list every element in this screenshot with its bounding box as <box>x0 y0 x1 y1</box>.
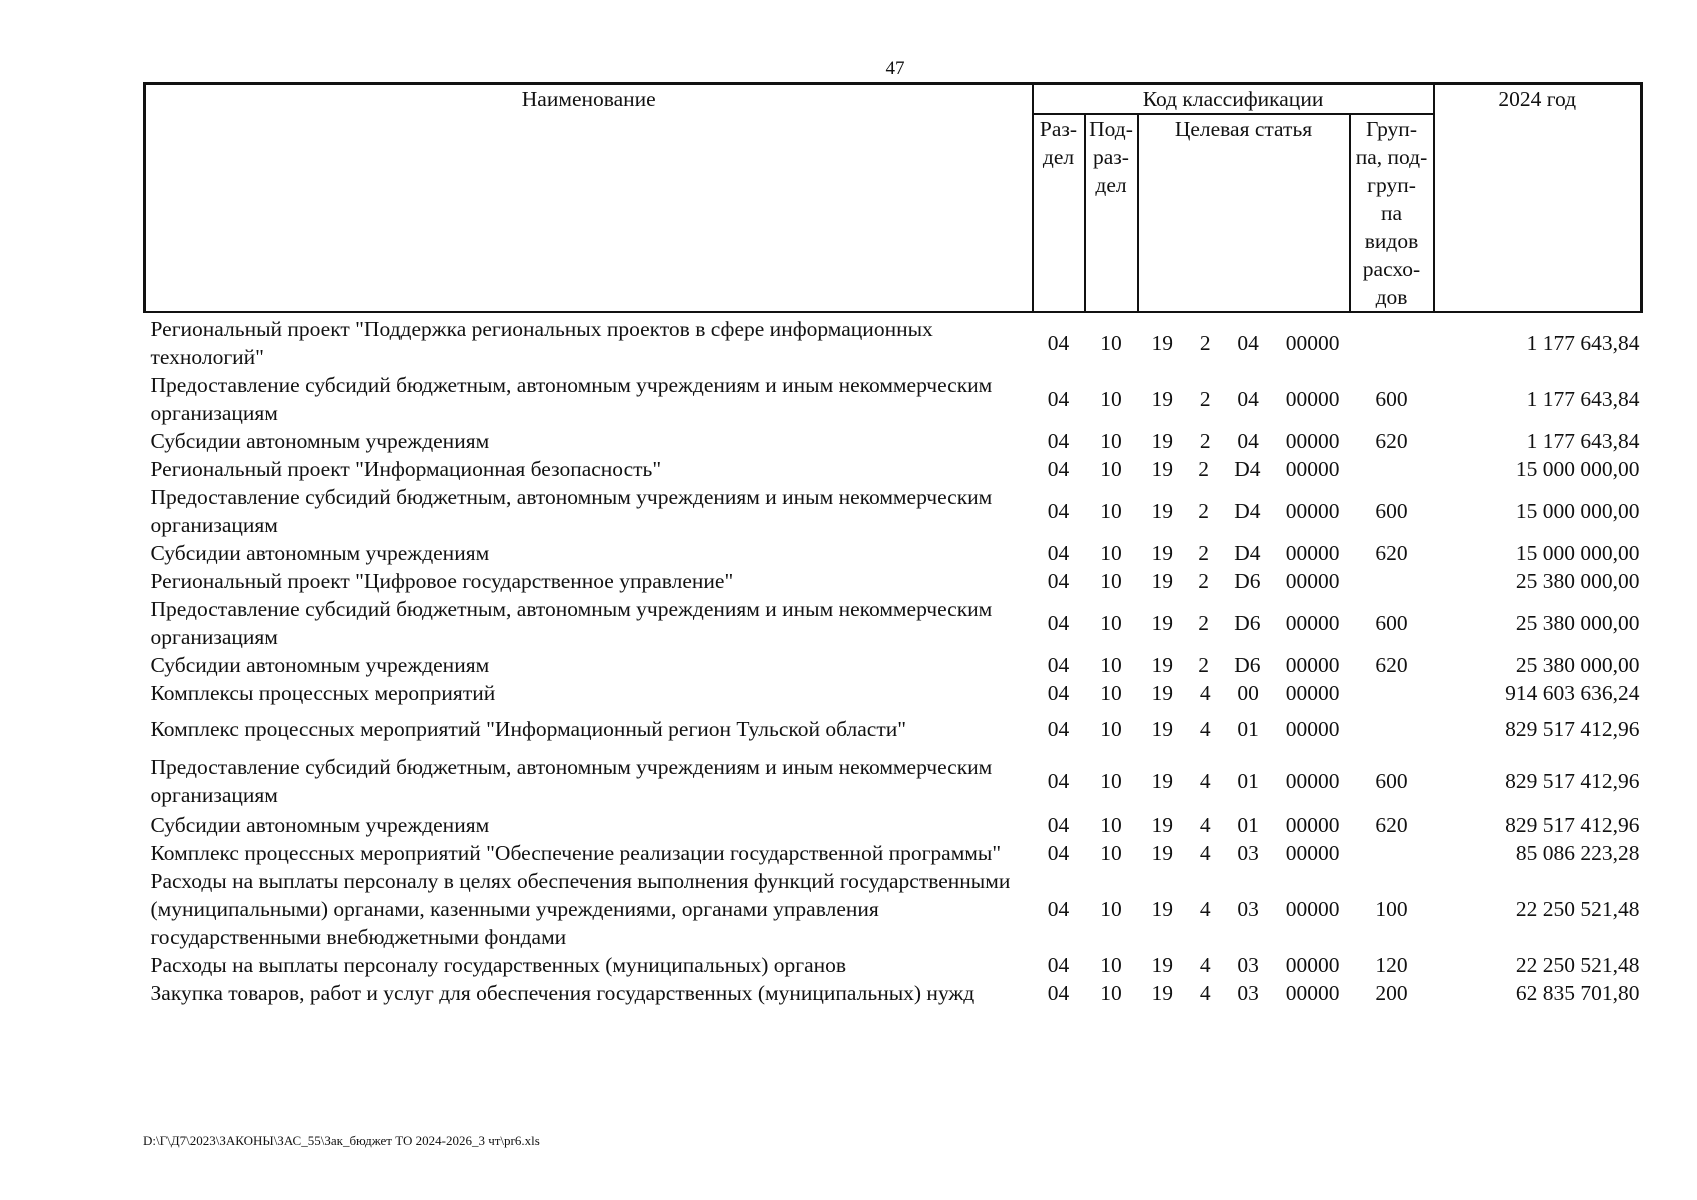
table-row <box>145 951 1642 979</box>
target-type: 2 <box>1198 569 1209 593</box>
header-classification: Код классификации <box>1033 84 1434 115</box>
row-expense-group: 200 <box>1375 981 1408 1005</box>
target-program: 19 <box>1151 457 1173 481</box>
table-row <box>145 651 1642 679</box>
row-name: Региональный проект "Информационная безопасность" <box>150 457 662 481</box>
row-amount: 22 250 521,48 <box>1515 897 1640 921</box>
target-direction: 00000 <box>1285 981 1340 1005</box>
row-target-article <box>1138 567 1350 595</box>
row-target-article <box>1138 539 1350 567</box>
table-row <box>145 455 1642 483</box>
row-amount: 85 086 223,28 <box>1515 841 1640 865</box>
row-amount: 1 177 643,84 <box>1526 429 1640 453</box>
budget-table <box>143 82 1643 1007</box>
table-row <box>145 839 1642 867</box>
target-subprogram: 04 <box>1237 429 1259 453</box>
row-subsection: 10 <box>1100 611 1122 635</box>
table-row <box>145 483 1642 539</box>
target-subprogram: 04 <box>1237 387 1259 411</box>
row-section: 04 <box>1047 387 1070 411</box>
row-name: Предоставление субсидий бюджетным, автономным учреждениям и иным некоммерческим организациям <box>150 373 993 425</box>
target-subprogram: 01 <box>1237 813 1259 837</box>
target-program: 19 <box>1151 953 1173 977</box>
row-subsection: 10 <box>1100 981 1122 1005</box>
row-subsection: 10 <box>1100 499 1122 523</box>
row-name: Субсидии автономным учреждениям <box>150 813 490 837</box>
target-program: 19 <box>1151 769 1173 793</box>
row-expense-group: 620 <box>1375 541 1408 565</box>
target-direction: 00000 <box>1285 717 1340 741</box>
row-target-article <box>1138 811 1350 839</box>
table-row <box>145 751 1642 811</box>
row-amount: 829 517 412,96 <box>1505 717 1640 741</box>
target-direction: 00000 <box>1285 681 1340 705</box>
table-row <box>145 567 1642 595</box>
row-expense-group: 120 <box>1375 953 1408 977</box>
row-target-article <box>1138 979 1350 1007</box>
target-program: 19 <box>1151 331 1173 355</box>
target-type: 4 <box>1199 897 1211 921</box>
row-expense-group <box>1350 312 1434 371</box>
target-direction: 00000 <box>1285 953 1340 977</box>
row-amount: 1 177 643,84 <box>1526 331 1640 355</box>
row-amount: 15 000 000,00 <box>1515 541 1640 565</box>
row-subsection: 10 <box>1100 457 1122 481</box>
row-section: 04 <box>1047 457 1070 481</box>
row-subsection: 10 <box>1100 813 1122 837</box>
row-target-article <box>1138 371 1350 427</box>
row-expense-group <box>1350 707 1434 751</box>
row-target-article <box>1138 951 1350 979</box>
target-type: 2 <box>1198 541 1209 565</box>
row-expense-group: 600 <box>1375 387 1408 411</box>
row-section: 04 <box>1047 953 1070 977</box>
row-section: 04 <box>1047 897 1070 921</box>
header-year: 2024 год <box>1434 84 1642 313</box>
row-section: 04 <box>1047 499 1070 523</box>
row-target-article <box>1138 751 1350 811</box>
target-type: 2 <box>1198 499 1209 523</box>
row-target-article <box>1138 651 1350 679</box>
row-amount: 25 380 000,00 <box>1515 569 1640 593</box>
target-direction: 00000 <box>1285 331 1340 355</box>
target-direction: 00000 <box>1285 387 1340 411</box>
row-amount: 62 835 701,80 <box>1515 981 1640 1005</box>
row-target-article <box>1138 595 1350 651</box>
row-section: 04 <box>1047 681 1070 705</box>
table-row <box>145 539 1642 567</box>
row-expense-group <box>1350 567 1434 595</box>
target-type: 2 <box>1199 429 1211 453</box>
row-amount: 22 250 521,48 <box>1515 953 1640 977</box>
target-program: 19 <box>1151 499 1173 523</box>
row-expense-group: 600 <box>1375 499 1408 523</box>
target-direction: 00000 <box>1285 841 1340 865</box>
row-subsection: 10 <box>1100 331 1122 355</box>
table-row <box>145 595 1642 651</box>
row-name: Предоставление субсидий бюджетным, автономным учреждениям и иным некоммерческим организациям <box>150 755 993 807</box>
row-amount: 15 000 000,00 <box>1515 499 1640 523</box>
target-subprogram: D6 <box>1234 569 1261 593</box>
target-program: 19 <box>1151 387 1173 411</box>
table-row <box>145 679 1642 707</box>
target-subprogram: 01 <box>1237 769 1259 793</box>
row-name: Субсидии автономным учреждениям <box>150 429 490 453</box>
target-direction: 00000 <box>1285 611 1340 635</box>
table-row <box>145 312 1642 371</box>
row-name: Закупка товаров, работ и услуг для обеспечения государственных (муниципальных) нужд <box>150 981 975 1005</box>
target-direction: 00000 <box>1285 457 1340 481</box>
header-name: Наименование <box>145 84 1033 313</box>
target-subprogram: 03 <box>1237 897 1259 921</box>
target-subprogram: D4 <box>1234 457 1261 481</box>
row-name: Комплексы процессных мероприятий <box>150 681 496 705</box>
row-subsection: 10 <box>1100 569 1122 593</box>
row-expense-group: 620 <box>1375 429 1408 453</box>
row-amount: 25 380 000,00 <box>1515 611 1640 635</box>
row-subsection: 10 <box>1100 769 1122 793</box>
target-program: 19 <box>1151 981 1173 1005</box>
row-name: Субсидии автономным учреждениям <box>150 653 490 677</box>
row-section: 04 <box>1047 569 1070 593</box>
file-path-footer: D:\Г\Д7\2023\ЗАКОНЫ\ЗАС_55\Зак_бюджет ТО 2024-2026_3 чт\pr6.xls <box>143 1133 540 1148</box>
target-program: 19 <box>1151 429 1173 453</box>
row-expense-group: 620 <box>1375 653 1408 677</box>
row-expense-group: 600 <box>1375 611 1408 635</box>
row-amount: 1 177 643,84 <box>1526 387 1640 411</box>
target-type: 2 <box>1198 457 1209 481</box>
row-section: 04 <box>1047 611 1070 635</box>
target-direction: 00000 <box>1285 429 1340 453</box>
row-subsection: 10 <box>1100 681 1122 705</box>
table-row <box>145 707 1642 751</box>
row-section: 04 <box>1047 717 1070 741</box>
row-expense-group: 600 <box>1375 769 1408 793</box>
row-name: Комплекс процессных мероприятий "Информационный регион Тульской области" <box>150 717 906 741</box>
target-direction: 00000 <box>1285 541 1340 565</box>
target-subprogram: 03 <box>1237 841 1259 865</box>
row-name: Субсидии автономным учреждениям <box>150 541 490 565</box>
row-subsection: 10 <box>1100 841 1122 865</box>
target-type: 4 <box>1199 981 1211 1005</box>
row-name: Региональный проект "Поддержка региональных проектов в сфере информационных технологий" <box>150 317 933 369</box>
row-name: Расходы на выплаты персоналу государственных (муниципальных) органов <box>150 953 847 977</box>
target-type: 4 <box>1199 841 1211 865</box>
row-expense-group <box>1350 679 1434 707</box>
row-expense-group: 100 <box>1375 897 1408 921</box>
row-section: 04 <box>1047 769 1070 793</box>
target-subprogram: 03 <box>1237 981 1259 1005</box>
row-amount: 15 000 000,00 <box>1515 457 1640 481</box>
target-direction: 00000 <box>1285 569 1340 593</box>
row-section: 04 <box>1047 653 1070 677</box>
target-program: 19 <box>1151 813 1173 837</box>
row-section: 04 <box>1047 841 1070 865</box>
row-target-article <box>1138 455 1350 483</box>
row-section: 04 <box>1047 813 1070 837</box>
target-program: 19 <box>1151 541 1173 565</box>
target-subprogram: 01 <box>1237 717 1259 741</box>
row-amount: 914 603 636,24 <box>1505 681 1640 705</box>
target-subprogram: D4 <box>1234 499 1261 523</box>
target-type: 2 <box>1199 331 1211 355</box>
table-body <box>145 312 1642 1007</box>
table-row <box>145 811 1642 839</box>
row-target-article <box>1138 867 1350 951</box>
target-direction: 00000 <box>1285 769 1340 793</box>
target-type: 4 <box>1199 769 1211 793</box>
target-program: 19 <box>1151 611 1173 635</box>
row-section: 04 <box>1047 541 1070 565</box>
target-program: 19 <box>1151 681 1173 705</box>
target-program: 19 <box>1151 897 1173 921</box>
target-subprogram: D6 <box>1234 653 1261 677</box>
target-type: 4 <box>1199 953 1211 977</box>
row-target-article <box>1138 427 1350 455</box>
target-subprogram: D6 <box>1234 611 1261 635</box>
row-name: Предоставление субсидий бюджетным, автономным учреждениям и иным некоммерческим организациям <box>150 485 993 537</box>
row-name: Предоставление субсидий бюджетным, автономным учреждениям и иным некоммерческим организациям <box>150 597 993 649</box>
row-expense-group <box>1350 455 1434 483</box>
target-direction: 00000 <box>1285 813 1340 837</box>
target-program: 19 <box>1151 569 1173 593</box>
row-subsection: 10 <box>1100 387 1122 411</box>
row-section: 04 <box>1047 981 1070 1005</box>
row-target-article <box>1138 312 1350 371</box>
row-name: Комплекс процессных мероприятий "Обеспечение реализации государственной программы" <box>150 841 1002 865</box>
row-amount: 829 517 412,96 <box>1505 769 1640 793</box>
row-section: 04 <box>1047 429 1070 453</box>
row-subsection: 10 <box>1100 897 1122 921</box>
target-type: 2 <box>1198 611 1209 635</box>
row-name: Расходы на выплаты персоналу в целях обеспечения выполнения функций государственными (муниципальными) органами, казенными учреждениями, органами управления государственными внебюджетными фондами <box>150 869 1011 949</box>
target-type: 4 <box>1199 717 1211 741</box>
target-direction: 00000 <box>1285 653 1340 677</box>
header-subsection: Под- раз- дел <box>1085 114 1138 312</box>
row-target-article <box>1138 707 1350 751</box>
row-amount: 829 517 412,96 <box>1505 813 1640 837</box>
row-subsection: 10 <box>1100 653 1122 677</box>
row-expense-group <box>1350 839 1434 867</box>
page-number: 47 <box>885 58 905 79</box>
target-type: 2 <box>1199 387 1211 411</box>
row-expense-group: 620 <box>1375 813 1408 837</box>
target-subprogram: 00 <box>1237 681 1259 705</box>
header-target-article: Целевая статья <box>1138 114 1350 312</box>
table-row <box>145 371 1642 427</box>
target-program: 19 <box>1151 841 1173 865</box>
target-program: 19 <box>1151 717 1173 741</box>
row-subsection: 10 <box>1100 717 1122 741</box>
row-subsection: 10 <box>1100 541 1122 565</box>
table-row <box>145 867 1642 951</box>
target-type: 2 <box>1198 653 1209 677</box>
row-target-article <box>1138 483 1350 539</box>
row-section: 04 <box>1047 331 1070 355</box>
table-row <box>145 427 1642 455</box>
row-amount: 25 380 000,00 <box>1515 653 1640 677</box>
target-type: 4 <box>1199 681 1211 705</box>
header-expense-group: Груп- па, под- груп- па видов расхо- дов <box>1350 114 1434 312</box>
target-subprogram: 03 <box>1237 953 1259 977</box>
row-target-article <box>1138 679 1350 707</box>
row-target-article <box>1138 839 1350 867</box>
row-subsection: 10 <box>1100 953 1122 977</box>
target-subprogram: D4 <box>1234 541 1261 565</box>
target-program: 19 <box>1151 653 1173 677</box>
header-section: Раз- дел <box>1033 114 1085 312</box>
table-row <box>145 979 1642 1007</box>
target-direction: 00000 <box>1285 897 1340 921</box>
target-direction: 00000 <box>1285 499 1340 523</box>
target-subprogram: 04 <box>1237 331 1259 355</box>
target-type: 4 <box>1199 813 1211 837</box>
row-subsection: 10 <box>1100 429 1122 453</box>
row-name: Региональный проект "Цифровое государственное управление" <box>150 569 734 593</box>
